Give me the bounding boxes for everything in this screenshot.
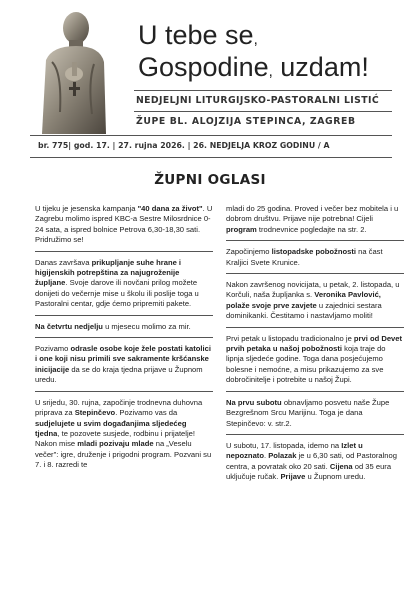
right-column xyxy=(226,201,404,491)
issue-rule xyxy=(30,157,392,158)
announcement-mystery-trip: U subotu, 17. listopada, idemo na Izlet u nepoznato. Polazak je u 6,30 sati, od Pastoralnog centra, a povratak oko 20 sati. Cijena od 35 eura uključuje ručak. Prijave u Župnom uredu. xyxy=(226,440,397,482)
announcement-40-days-for-life: U tijeku je jesenska kampanja "40 dana za život". U Zagrebu molimo ispred KBC-a Sestre Milosrdnice 0-24 sata, a ispred bolnice Petrova 6,30-18,30 sati. Pridružimo se! xyxy=(35,201,213,252)
stepinac-statue-image xyxy=(32,2,110,134)
masthead-title-line2: Gospodine, uzdam! xyxy=(138,52,369,82)
announcement-first-vows: Nakon završenog novicijata, u petak, 2. listopada, u Korčuli, naša župljanka s. Veronika Pavlović, polaže svoje prve zavjete u zajednici sestara dominikanki. Čestitamo i nastavljamo moliti! xyxy=(226,277,404,328)
page-heading: ŽUPNI OGLASI xyxy=(154,172,266,188)
header-rule-bottom xyxy=(30,135,392,136)
announcement-stepincevo-preparation: U srijedu, 30. rujna, započinje trodnevna duhovna priprava za Stepinčevo. Pozivamo vas da sudjelujete u svim događanjima sljedećeg tjedna, te pozovete susjede, rodbinu i prijatelje! Nakon mise mladi pozivaju mlade na „Veselu večer": igre, druženje i prigodni program. Pozvani su 7. i 8. razredi te xyxy=(35,397,212,470)
announcement-october-devotions: Započinjemo listopadske pobožnosti na čast Kraljici Svete Krunice. xyxy=(226,244,404,274)
announcement-stepincevo-continued: mladi do 25 godina. Proved i večer bez mobitela i u dobrom društvu. Prijave nije potrebna! Cijeli program trodnevnice pogledajte na str. 2. xyxy=(226,201,404,241)
issue-info: br. 775| god. 17. | 27. rujna 2026. | 26. NEDJELJA KROZ GODINU / A xyxy=(38,141,330,150)
announcement-peace-prayer: Na četvrtu nedjelju u mjesecu molimo za mir. xyxy=(35,319,213,338)
parish-name: ŽUPE BL. ALOJZIJA STEPINCA, ZAGREB xyxy=(136,116,356,127)
announcement-first-saturday: Na prvu subotu obnavljamo posvetu naše Župe Bezgrešnom Srcu Marijinu. Toga je dana Stepinčevo: v. str.2. xyxy=(226,395,404,435)
masthead-subtitle: NEDJELJNI LITURGIJSKO-PASTORALNI LISTIĆ xyxy=(136,95,380,106)
left-column xyxy=(35,201,213,479)
announcement-food-collection: Danas završava prikupljanje suhe hrane i higijenskih potrepština za najugroženije župljane. Svoje darove ili novčani prilog možete donijeti do večernje mise u školu ili poslije toga u Pastoralni centar, gdje ćemo pripremiti pakete. xyxy=(35,255,213,316)
announcement-adult-sacraments: Pozivamo odrasle osobe koje žele postati katolici i one koji nisu primili sve sakramente kršćanske inicijacije da se do kraja tjedna prijave u Župnom uredu. xyxy=(35,341,213,392)
masthead-title-line1: U tebe se, xyxy=(138,20,258,50)
header-rule-top xyxy=(134,90,392,91)
header-rule-middle xyxy=(134,111,392,112)
announcement-first-friday: Prvi petak u listopadu tradicionalno je prvi od Devet prvih petaka u našoj pobožnosti koja traje do lipnja sljedeće godine. Toga dana posjećujemo bolesne i nemoćne, a misu prikazujemo za sve dobročinitelje i potrebite u našoj Župi. xyxy=(226,331,404,392)
